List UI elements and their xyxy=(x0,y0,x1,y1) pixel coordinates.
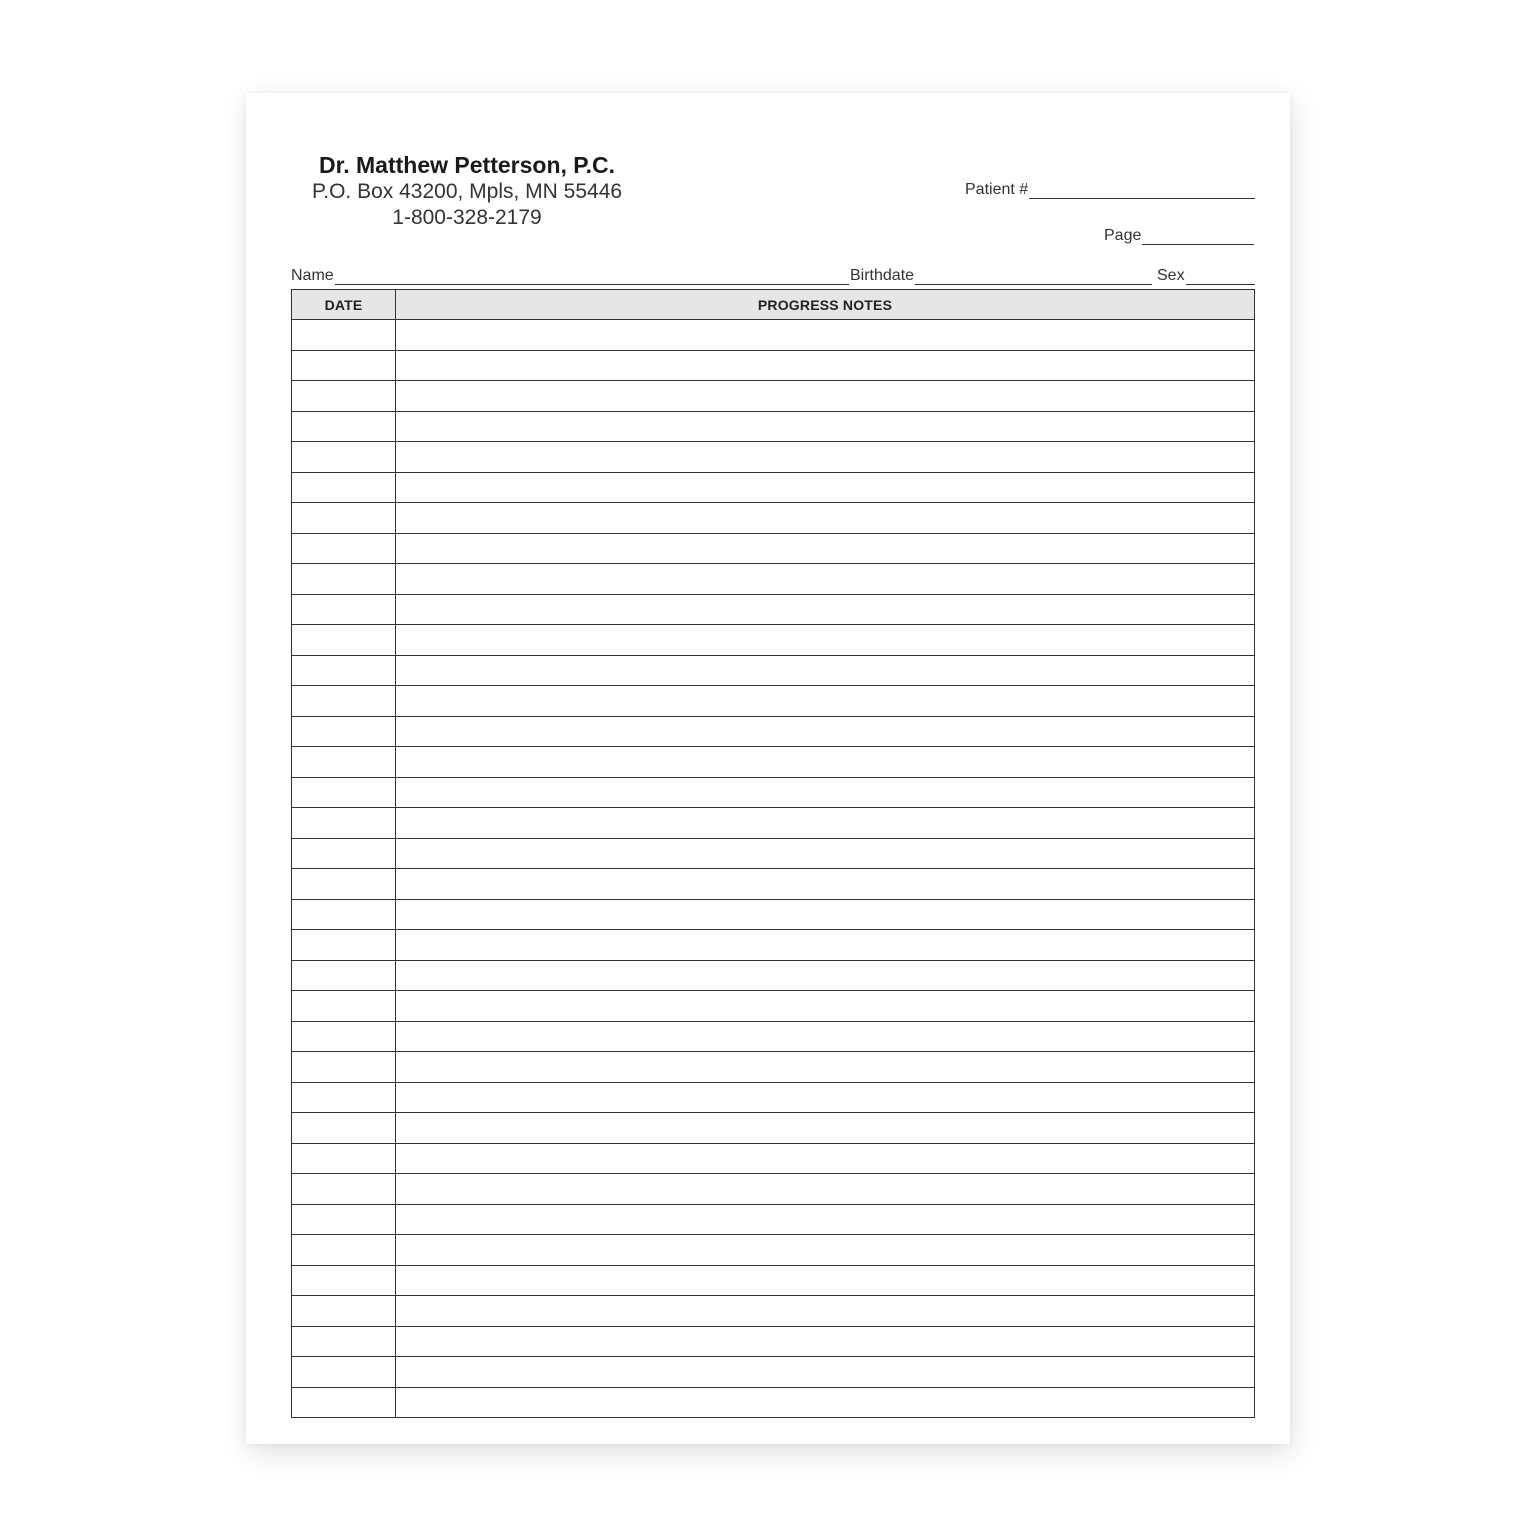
notes-cell[interactable] xyxy=(396,808,1255,839)
notes-cell[interactable] xyxy=(396,564,1255,595)
date-cell[interactable] xyxy=(292,1204,396,1235)
notes-cell[interactable] xyxy=(396,655,1255,686)
notes-cell[interactable] xyxy=(396,869,1255,900)
table-row xyxy=(292,930,1255,961)
table-row xyxy=(292,808,1255,839)
notes-cell[interactable] xyxy=(396,503,1255,534)
date-cell[interactable] xyxy=(292,1326,396,1357)
notes-cell[interactable] xyxy=(396,442,1255,473)
date-cell[interactable] xyxy=(292,381,396,412)
date-cell[interactable] xyxy=(292,686,396,717)
date-cell[interactable] xyxy=(292,625,396,656)
table-row xyxy=(292,533,1255,564)
date-cell[interactable] xyxy=(292,503,396,534)
table-body xyxy=(292,320,1255,1418)
table-row xyxy=(292,442,1255,473)
notes-cell[interactable] xyxy=(396,1235,1255,1266)
patient-number-field[interactable] xyxy=(965,181,1255,199)
notes-cell[interactable] xyxy=(396,472,1255,503)
table-row xyxy=(292,1052,1255,1083)
name-field[interactable] xyxy=(291,267,849,285)
date-cell[interactable] xyxy=(292,960,396,991)
table-row xyxy=(292,991,1255,1022)
table-row xyxy=(292,1326,1255,1357)
date-cell[interactable] xyxy=(292,655,396,686)
name-line[interactable] xyxy=(335,270,849,285)
birthdate-field[interactable] xyxy=(850,267,1152,285)
date-cell[interactable] xyxy=(292,930,396,961)
table-row xyxy=(292,1296,1255,1327)
date-cell[interactable] xyxy=(292,838,396,869)
progress-notes-table xyxy=(291,289,1255,1418)
notes-cell[interactable] xyxy=(396,930,1255,961)
progress-notes-column-header: PROGRESS NOTES xyxy=(396,290,1255,320)
date-cell[interactable] xyxy=(292,564,396,595)
date-cell[interactable] xyxy=(292,533,396,564)
date-cell[interactable] xyxy=(292,1052,396,1083)
notes-cell[interactable] xyxy=(396,320,1255,351)
table-row xyxy=(292,1113,1255,1144)
table-row xyxy=(292,1082,1255,1113)
table-row xyxy=(292,716,1255,747)
table-row xyxy=(292,1265,1255,1296)
date-cell[interactable] xyxy=(292,1143,396,1174)
table-row xyxy=(292,686,1255,717)
table-row xyxy=(292,655,1255,686)
table-row xyxy=(292,625,1255,656)
table-row xyxy=(292,503,1255,534)
table-row xyxy=(292,320,1255,351)
notes-cell[interactable] xyxy=(396,1082,1255,1113)
table-row xyxy=(292,1235,1255,1266)
notes-cell[interactable] xyxy=(396,1021,1255,1052)
notes-cell[interactable] xyxy=(396,411,1255,442)
date-cell[interactable] xyxy=(292,777,396,808)
notes-cell[interactable] xyxy=(396,594,1255,625)
notes-cell[interactable] xyxy=(396,1357,1255,1388)
practice-name: Dr. Matthew Petterson, P.C. xyxy=(318,152,616,178)
page-field[interactable] xyxy=(1104,227,1254,245)
notes-cell[interactable] xyxy=(396,1174,1255,1205)
notes-cell[interactable] xyxy=(396,1143,1255,1174)
notes-cell[interactable] xyxy=(396,777,1255,808)
date-column-header: DATE xyxy=(292,290,396,320)
notes-cell[interactable] xyxy=(396,1326,1255,1357)
date-cell[interactable] xyxy=(292,442,396,473)
notes-cell[interactable] xyxy=(396,1265,1255,1296)
notes-cell[interactable] xyxy=(396,1204,1255,1235)
notes-cell[interactable] xyxy=(396,716,1255,747)
table-row xyxy=(292,960,1255,991)
table-row xyxy=(292,594,1255,625)
notes-cell[interactable] xyxy=(396,1387,1255,1418)
notes-cell[interactable] xyxy=(396,533,1255,564)
table-row xyxy=(292,1357,1255,1388)
table-row xyxy=(292,1204,1255,1235)
date-cell[interactable] xyxy=(292,1235,396,1266)
date-cell[interactable] xyxy=(292,1021,396,1052)
patient-number-line[interactable] xyxy=(1029,184,1255,199)
birthdate-line[interactable] xyxy=(915,270,1152,285)
date-cell[interactable] xyxy=(292,350,396,381)
date-cell[interactable] xyxy=(292,991,396,1022)
page-label: Page xyxy=(1104,227,1142,244)
date-cell[interactable] xyxy=(292,1174,396,1205)
sex-line[interactable] xyxy=(1186,270,1255,285)
date-cell[interactable] xyxy=(292,869,396,900)
table-row xyxy=(292,1387,1255,1418)
date-cell[interactable] xyxy=(292,1082,396,1113)
progress-notes-form xyxy=(246,93,1290,1444)
notes-cell[interactable] xyxy=(396,991,1255,1022)
table-row xyxy=(292,899,1255,930)
date-cell[interactable] xyxy=(292,716,396,747)
table-row xyxy=(292,381,1255,412)
sex-label: Sex xyxy=(1157,267,1185,284)
practice-header xyxy=(292,151,642,231)
patient-number-label: Patient # xyxy=(965,181,1029,198)
table-row xyxy=(292,1174,1255,1205)
date-cell[interactable] xyxy=(292,1113,396,1144)
table-row xyxy=(292,472,1255,503)
date-cell[interactable] xyxy=(292,808,396,839)
notes-cell[interactable] xyxy=(396,686,1255,717)
date-cell[interactable] xyxy=(292,320,396,351)
notes-cell[interactable] xyxy=(396,1052,1255,1083)
date-cell[interactable] xyxy=(292,747,396,778)
table-row xyxy=(292,1021,1255,1052)
table-row xyxy=(292,350,1255,381)
notes-cell[interactable] xyxy=(396,747,1255,778)
table-row xyxy=(292,747,1255,778)
table-row xyxy=(292,1143,1255,1174)
date-cell[interactable] xyxy=(292,411,396,442)
notes-cell[interactable] xyxy=(396,1113,1255,1144)
date-cell[interactable] xyxy=(292,899,396,930)
notes-cell[interactable] xyxy=(396,899,1255,930)
notes-cell[interactable] xyxy=(396,350,1255,381)
date-cell[interactable] xyxy=(292,594,396,625)
table-row xyxy=(292,838,1255,869)
date-cell[interactable] xyxy=(292,1387,396,1418)
notes-cell[interactable] xyxy=(396,381,1255,412)
notes-cell[interactable] xyxy=(396,1296,1255,1327)
practice-address: P.O. Box 43200, Mpls, MN 55446 xyxy=(311,180,623,203)
page-line[interactable] xyxy=(1142,230,1254,245)
date-cell[interactable] xyxy=(292,1357,396,1388)
table-row xyxy=(292,869,1255,900)
date-cell[interactable] xyxy=(292,1265,396,1296)
table-header-row xyxy=(292,290,1255,320)
notes-cell[interactable] xyxy=(396,960,1255,991)
table-row xyxy=(292,411,1255,442)
notes-cell[interactable] xyxy=(396,838,1255,869)
table-row xyxy=(292,777,1255,808)
table-row xyxy=(292,564,1255,595)
birthdate-label: Birthdate xyxy=(850,267,915,284)
date-cell[interactable] xyxy=(292,472,396,503)
sex-field[interactable] xyxy=(1157,267,1255,285)
notes-cell[interactable] xyxy=(396,625,1255,656)
date-cell[interactable] xyxy=(292,1296,396,1327)
practice-phone: 1-800-328-2179 xyxy=(392,206,542,229)
name-label: Name xyxy=(291,267,334,284)
